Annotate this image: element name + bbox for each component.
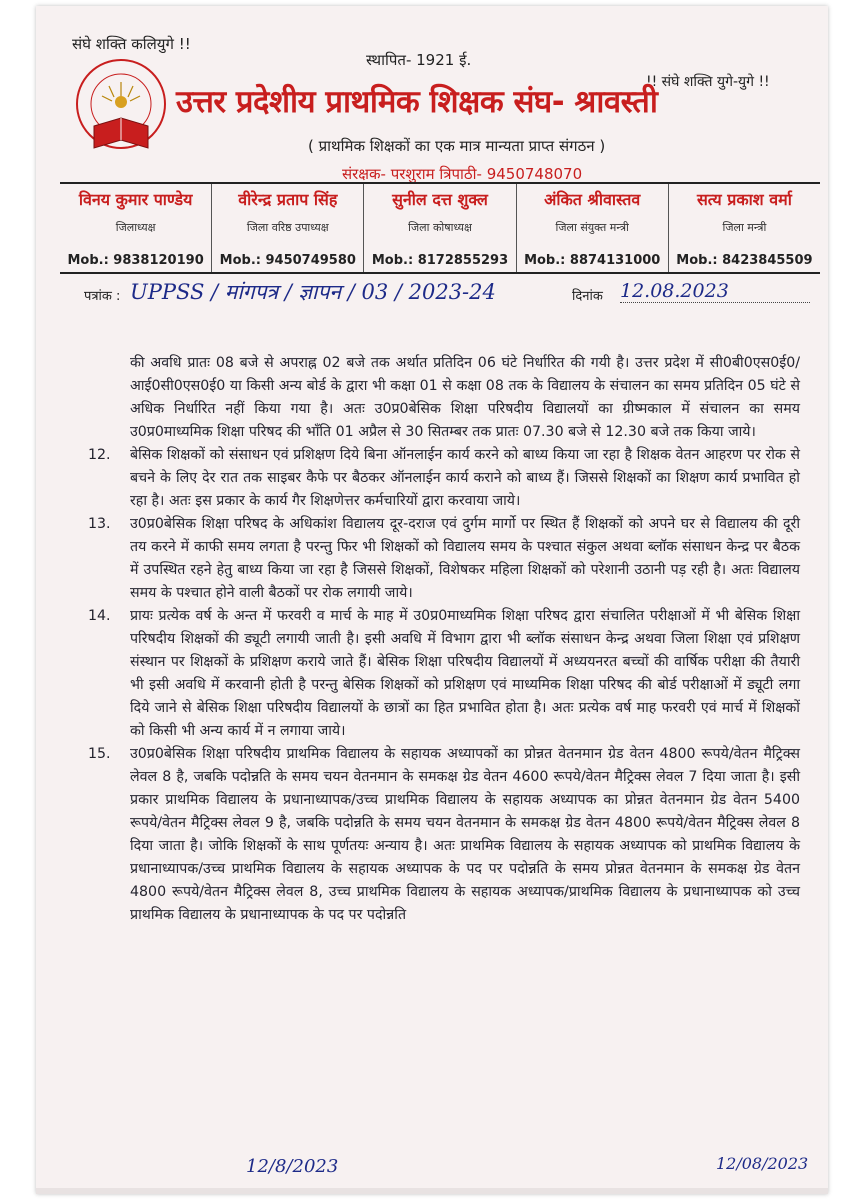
paragraph-number: 14. <box>88 608 111 624</box>
officer-mobile: Mob.: 9450749580 <box>219 253 356 268</box>
officer-card <box>668 184 820 272</box>
paragraph-text: प्रायः प्रत्येक वर्ष के अन्त में फरवरी व मार्च के माह में उ0प्र0माध्यमिक शिक्षा परिषद द्वारा संचालित परीक्षाओं में भी बेसिक शिक्षा परिषदीय शिक्षकों की ड्यूटी लगायी जाती है। इसी अवधि में विभाग द्वारा भी ब्लॉक संसाधन केन्द्र अथवा जिला शिक्षा एवं प्रशिक्षण संस्थान पर शिक्षकों के प्रशिक्षण कराये जाते हैं। बेसिक शिक्षा परिषदीय विद्यालयों में अध्ययनरत बच्चों की वार्षिक परीक्षा की तैयारी भी इसी अवधि में करवानी होती है परन्तु बेसिक शिक्षकों को प्रशिक्षण एवं माध्यमिक शिक्षा परिषद की बोर्ड परीक्षाओं में ड्यूटी लगा दिये जाने से बेसिक शिक्षा परिषदीय विद्यालयों के छात्रों का हित प्रभावित होता है। अतः प्रत्येक वर्ष माह फरवरी एवं मार्च में शिक्षकों को किसी भी अन्य कार्य में न लगाया जाये। <box>130 608 800 739</box>
reference-number: UPPSS / मांगपत्र / ज्ञापन / 03 / 2023-24 <box>130 280 496 304</box>
established-year: स्थापित- 1921 ई. <box>366 51 472 69</box>
officer-title: जिला संयुक्त मन्त्री <box>555 221 629 234</box>
letter-page <box>36 6 828 1194</box>
officer-name: सत्य प्रकाश वर्मा <box>696 190 792 209</box>
officer-card <box>363 184 515 272</box>
paragraph <box>88 605 800 743</box>
officer-mobile: Mob.: 8874131000 <box>524 253 661 268</box>
paragraph-number: 13. <box>88 516 111 532</box>
officer-card <box>211 184 363 272</box>
date-value: 12.08.2023 <box>620 280 729 302</box>
union-logo-icon <box>66 52 176 172</box>
officer-mobile: Mob.: 9838120190 <box>67 253 204 268</box>
signature-left: 12/8/2023 <box>246 1156 339 1177</box>
organization-subtitle: ( प्राथमिक शिक्षकों का एक मात्र मान्यता प्राप्त संगठन ) <box>308 137 606 155</box>
officer-name: अंकित श्रीवास्तव <box>544 190 641 209</box>
officer-name: सुनील दत्त शुक्ल <box>392 190 488 209</box>
patron-line: संरक्षक- परशुराम त्रिपाठी- 9450748070 <box>342 165 583 183</box>
reference-label: पत्रांक : <box>84 289 121 304</box>
officer-title: जिला मन्त्री <box>722 221 767 234</box>
reference-line <box>84 276 814 312</box>
paragraph-text: की अवधि प्रातः 08 बजे से अपराह्न 02 बजे तक अर्थात प्रतिदिन 06 घंटे निर्धारित की गयी है। उत्तर प्रदेश में सी0बी0एस0ई0/आई0सी0एस0ई0 या किसी अन्य बोर्ड के द्वारा भी कक्षा 01 से कक्षा 08 तक के विद्यालय के संचालन का समय प्रतिदिन 05 घंटे से अधिक निर्धारित नहीं किया गया है। अतः उ0प्र0बेसिक शिक्षा परिषदीय विद्यालयों का ग्रीष्मकाल में संचालन का समय उ0प्र0माध्यमिक शिक्षा परिषद की भाँति 01 अप्रैल से 30 सितम्बर तक प्रातः 07.30 बजे से 12.30 बजे तक किया जाये। <box>130 355 800 440</box>
date-underline <box>620 302 810 303</box>
slogan-right: !! संघे शक्ति युगे-युगे !! <box>646 74 770 90</box>
organization-name: उत्तर प्रदेशीय प्राथमिक शिक्षक संघ- श्रावस्ती <box>176 84 658 120</box>
signature-right: 12/08/2023 <box>716 1154 809 1173</box>
paragraph <box>88 513 800 605</box>
officer-card <box>516 184 668 272</box>
letterhead <box>36 6 828 274</box>
paragraph-text: उ0प्र0बेसिक शिक्षा परिषदीय प्राथमिक विद्यालय के सहायक अध्यापकों का प्रोन्नत वेतनमान ग्रेड वेतन 4800 रूपये/वेतन मैट्रिक्स लेवल 8 है, जबकि पदोन्नति के समय चयन वेतनमान के समकक्ष ग्रेड वेतन 4600 रूपये/वेतन मैट्रिक्स लेवल 7 दिया जाता है। इसी प्रकार प्राथमिक विद्यालय के प्रधानाध्यापक/उच्च प्राथमिक विद्यालय के सहायक अध्यापक का प्रोन्नत वेतनमान ग्रेड वेतन 5400 रूपये/वेतन मैट्रिक्स लेवल 9 है, जबकि पदोन्नति के समय चयन वेतनमान के समकक्ष ग्रेड वेतन 4800 रूपये/वेतन मैट्रिक्स लेवल 8 दिया जाता है। जोकि शिक्षकों के साथ पूर्णतयः अन्याय है। अतः प्राथमिक विद्यालय के सहायक अध्यापक को प्राथमिक विद्यालय के प्रधानाध्यापक/उच्च प्राथमिक विद्यालय के सहायक अध्यापक के पद पर पदोन्नति के समय प्रोन्नत वेतनमान के समकक्ष ग्रेड वेतन 4800 रूपये/वेतन मैट्रिक्स लेवल 8, उच्च प्राथमिक विद्यालय के सहायक अध्यापक/प्राथमिक विद्यालय के प्रधानाध्यापक को उच्च प्राथमिक विद्यालय के प्रधानाध्यापक के पद पर पदोन्नति <box>130 746 800 923</box>
paragraph <box>88 743 800 927</box>
date-label: दिनांक <box>572 289 603 304</box>
officer-card <box>60 184 211 272</box>
officers-bar <box>60 182 820 274</box>
paragraph <box>88 444 800 513</box>
officer-title: जिलाध्यक्ष <box>115 221 156 234</box>
officer-name: विनय कुमार पाण्डेय <box>78 190 193 209</box>
paragraph-text: बेसिक शिक्षकों को संसाधन एवं प्रशिक्षण दिये बिना ऑनलाईन कार्य करने को बाध्य किया जा रहा है शिक्षक वेतन आहरण पर रोक से बचने के लिए देर रात तक साइबर कैफे पर बैठकर ऑनलाईन कार्य कराने को बाध्य हैं। जिससे शिक्षकों का शिक्षण कार्य प्रभावित हो रहा है। अतः इस प्रकार के कार्य गैर शिक्षणेत्तर कर्मचारियों द्वारा करवाया जाये। <box>130 447 800 509</box>
officer-title: जिला वरिष्ठ उपाध्यक्ष <box>246 221 329 234</box>
slogan-left: संघे शक्ति कलियुगे !! <box>72 35 191 53</box>
officer-mobile: Mob.: 8172855293 <box>371 253 509 268</box>
paragraph-text: उ0प्र0बेसिक शिक्षा परिषद के अधिकांश विद्यालय दूर-दराज एवं दुर्गम मार्गो पर स्थित हैं शिक्षकों को अपने घर से विद्यालय की दूरी तय करने में काफी समय लगता है परन्तु फिर भी शिक्षकों को विद्यालय समय के पश्चात संकुल अथवा ब्लॉक संसाधन केन्द्र पर बैठक में उपस्थित रहने हेतु बाध्य किया जा रहा है जिससे शिक्षकों, विशेषकर महिला शिक्षकों को परेशानी उठानी पड़ रही है। अतः विद्यालय समय के पश्चात होने वाली बैठकों पर रोक लगायी जाये। <box>130 516 800 601</box>
officer-title: जिला कोषाध्यक्ष <box>408 221 472 234</box>
letter-body <box>88 352 800 927</box>
officer-name: वीरेन्द्र प्रताप सिंह <box>238 190 338 209</box>
paragraph-number: 15. <box>88 746 111 762</box>
paragraph <box>88 352 800 444</box>
paragraph-number: 12. <box>88 447 111 463</box>
officer-mobile: Mob.: 8423845509 <box>676 253 813 268</box>
page-edge <box>36 1188 828 1194</box>
